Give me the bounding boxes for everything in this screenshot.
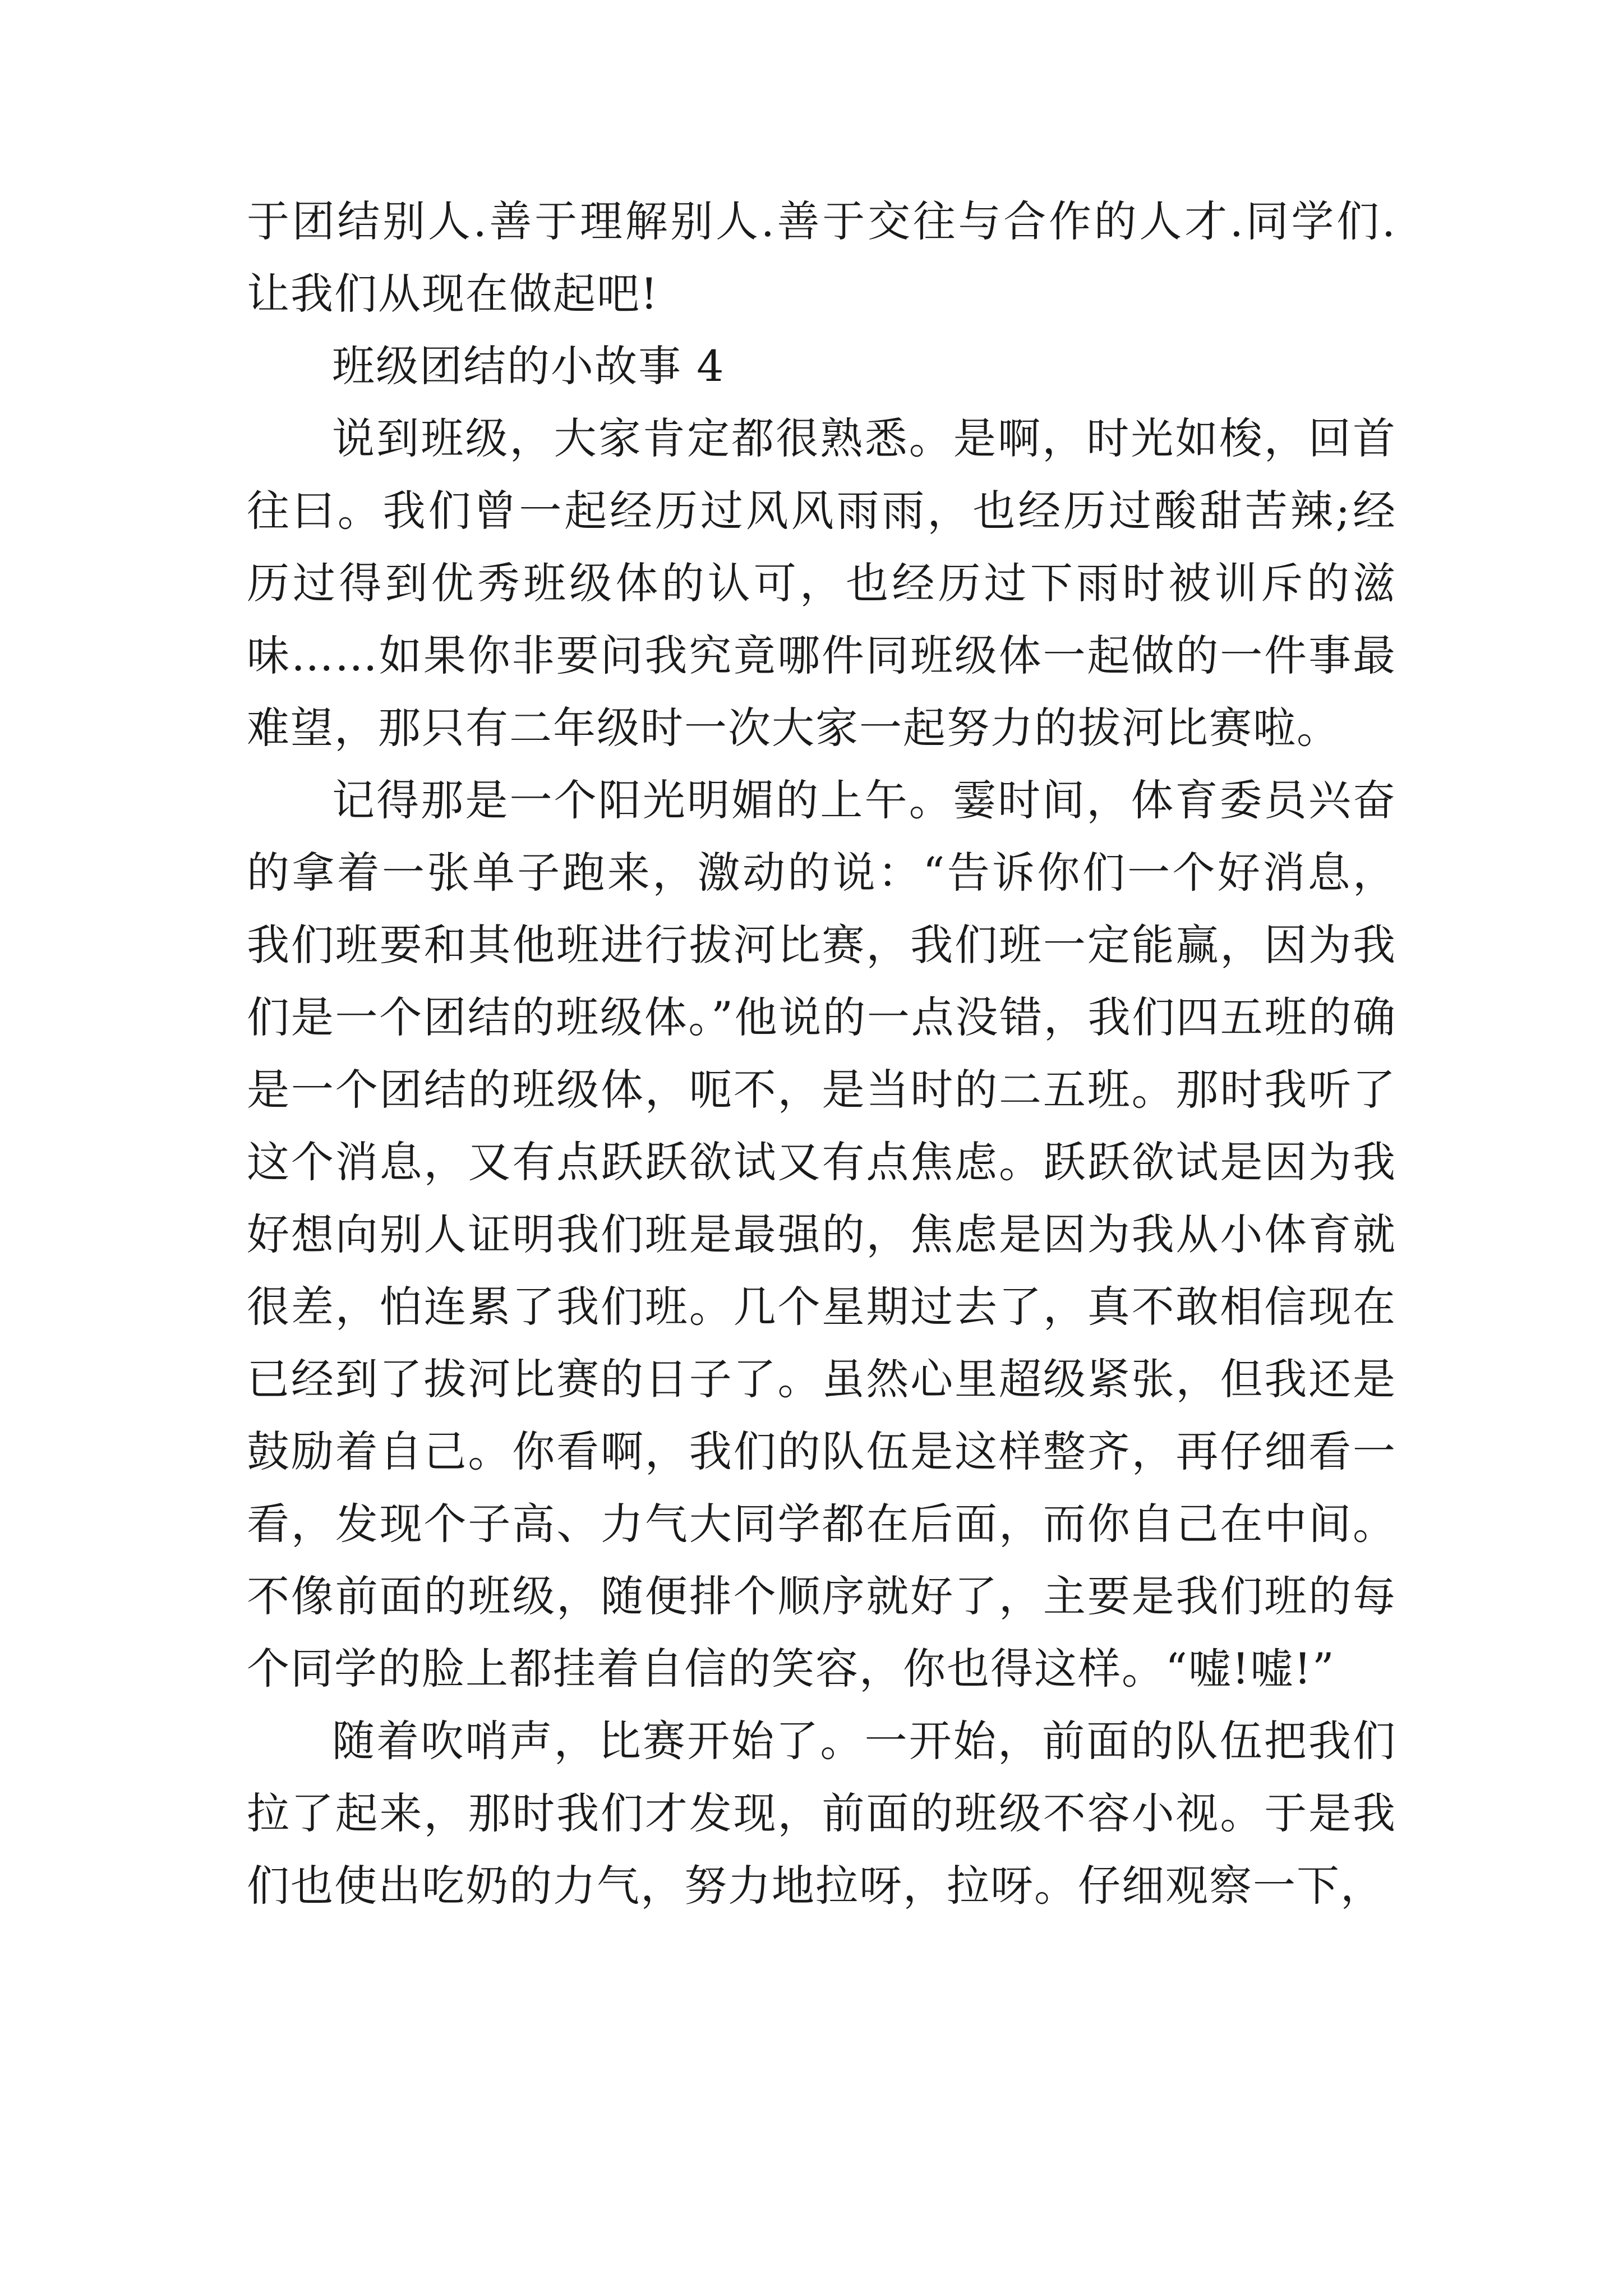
paragraph-1: 说到班级，大家肯定都很熟悉。是啊，时光如梭，回首往曰。我们曾一起经历过风风雨雨，也经历过酸甜苦辣;经历过得到优秀班级体的认可，也经历过下雨时被训斥的滋味……如果你非要问我究竟哪件同班级体一起做的一件事最难望，那只有二年级时一次大家一起努力的拔河比赛啦。 (247, 413, 1396, 753)
section-heading: 班级团结的小故事 4 (332, 341, 725, 391)
paragraph-3: 随着吹哨声，比赛开始了。一开始，前面的队伍把我们拉了起来，那时我们才发现，前面的班级不容小视。于是我们也使出吃奶的力气，努力地拉呀，拉呀。仔细观察一下， (247, 1716, 1396, 1911)
paragraph-2: 记得那是一个阳光明媚的上午。霎时间，体育委员兴奋的拿着一张单子跑来，激动的说：“告诉你们一个好消息，我们班要和其他班进行拔河比赛，我们班一定能赢，因为我们是一个团结的班级体。”他说的一点没错，我们四五班的确是一个团结的班级体，呃不，是当时的二五班。那时我听了这个消息，又有点跃跃欲试又有点焦虑。跃跃欲试是因为我好想向别人证明我们班是最强的，焦虑是因为我从小体育就很差，怕连累了我们班。几个星期过去了，真不敢相信现在已经到了拔河比赛的日子了。虽然心里超级紧张，但我还是鼓励着自己。你看啊，我们的队伍是这样整齐，再仔细看一看，发现个子高、力气大同学都在后面，而你自己在中间。不像前面的班级，随便排个顺序就好了，主要是我们班的每个同学的脸上都挂着自信的笑容，你也得这样。“嘘!嘘!” (247, 775, 1396, 1694)
body-text (247, 185, 1396, 1922)
paragraph-continued: 于团结别人.善于理解别人.善于交往与合作的人才.同学们.让我们从现在做起吧! (247, 196, 1396, 319)
